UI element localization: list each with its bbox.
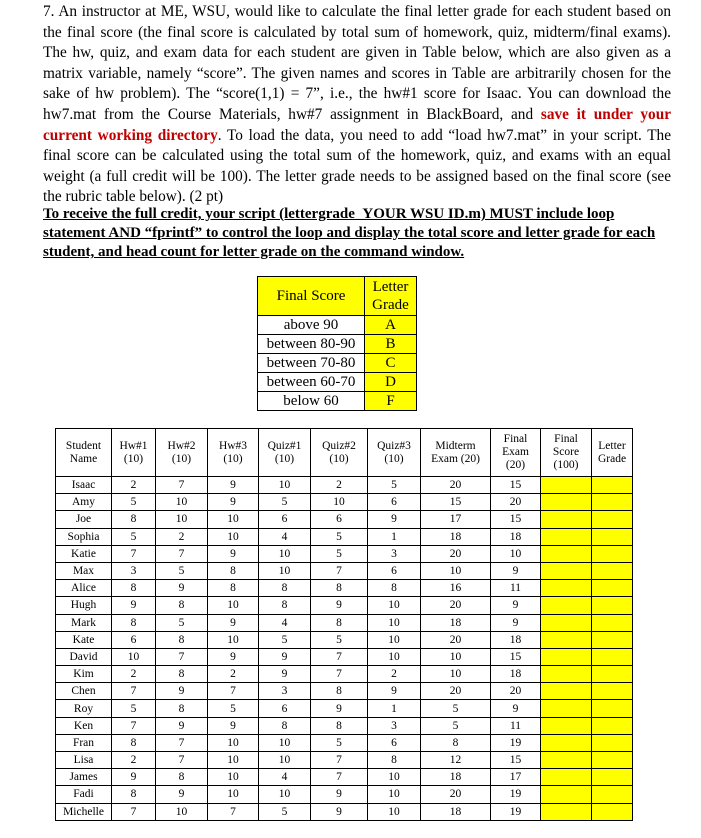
student-name-cell: Lisa — [56, 752, 112, 769]
student-row — [56, 769, 633, 786]
score-header-cell: Student Name — [56, 429, 112, 477]
final-score-input-cell — [541, 511, 592, 528]
final-score-input-cell — [541, 545, 592, 562]
student-name-cell: Katie — [56, 545, 112, 562]
score-cell: 10 — [311, 494, 368, 511]
grade-range-cell: between 60-70 — [258, 373, 365, 392]
student-name-cell: Michelle — [56, 803, 112, 820]
score-header-cell: Final Exam (20) — [491, 429, 541, 477]
score-header-cell: Final Score (100) — [541, 429, 592, 477]
score-cell: 10 — [208, 769, 259, 786]
score-cell: 9 — [368, 683, 421, 700]
score-cell: 1 — [368, 528, 421, 545]
student-row — [56, 528, 633, 545]
score-cell: 10 — [259, 734, 311, 751]
final-score-input-cell — [541, 614, 592, 631]
score-cell: 18 — [421, 614, 491, 631]
score-cell: 9 — [311, 803, 368, 820]
score-cell: 8 — [112, 511, 156, 528]
score-header-cell: Quiz#2 (10) — [311, 429, 368, 477]
score-cell: 8 — [259, 717, 311, 734]
letter-grade-input-cell — [592, 614, 633, 631]
final-score-input-cell — [541, 477, 592, 494]
score-cell: 8 — [421, 734, 491, 751]
student-row — [56, 562, 633, 579]
score-cell: 17 — [491, 769, 541, 786]
student-row — [56, 494, 633, 511]
student-name-cell: Isaac — [56, 477, 112, 494]
score-cell: 9 — [112, 769, 156, 786]
score-cell: 5 — [112, 494, 156, 511]
student-name-cell: Sophia — [56, 528, 112, 545]
grade-range-cell: between 80-90 — [258, 335, 365, 354]
student-name-cell: Kim — [56, 666, 112, 683]
score-cell: 2 — [368, 666, 421, 683]
score-cell: 11 — [491, 580, 541, 597]
score-cell: 4 — [259, 614, 311, 631]
score-cell: 4 — [259, 769, 311, 786]
score-cell: 5 — [311, 545, 368, 562]
student-name-cell: Roy — [56, 700, 112, 717]
score-cell: 6 — [112, 631, 156, 648]
score-cell: 10 — [208, 734, 259, 751]
student-row — [56, 666, 633, 683]
score-cell: 7 — [112, 717, 156, 734]
letter-grade-input-cell — [592, 717, 633, 734]
score-cell: 15 — [491, 648, 541, 665]
score-cell: 7 — [156, 648, 208, 665]
score-cell: 8 — [156, 631, 208, 648]
score-cell: 2 — [112, 752, 156, 769]
final-score-input-cell — [541, 803, 592, 820]
letter-grade-input-cell — [592, 803, 633, 820]
score-cell: 3 — [259, 683, 311, 700]
score-cell: 9 — [311, 597, 368, 614]
grade-row — [258, 316, 417, 335]
student-name-cell: David — [56, 648, 112, 665]
score-cell: 5 — [156, 562, 208, 579]
letter-grade-input-cell — [592, 700, 633, 717]
score-cell: 9 — [156, 786, 208, 803]
student-row — [56, 648, 633, 665]
score-cell: 9 — [208, 545, 259, 562]
grade-letter-cell: B — [365, 335, 417, 354]
student-row — [56, 752, 633, 769]
score-cell: 10 — [208, 752, 259, 769]
student-row — [56, 700, 633, 717]
score-cell: 10 — [112, 648, 156, 665]
letter-grade-input-cell — [592, 786, 633, 803]
student-row — [56, 477, 633, 494]
save-instruction: save it under your current working directory — [43, 105, 671, 144]
final-score-input-cell — [541, 580, 592, 597]
student-row — [56, 511, 633, 528]
student-row — [56, 683, 633, 700]
final-score-input-cell — [541, 528, 592, 545]
score-cell: 9 — [208, 648, 259, 665]
score-cell: 9 — [156, 717, 208, 734]
score-cell: 10 — [368, 786, 421, 803]
letter-grade-input-cell — [592, 545, 633, 562]
final-score-input-cell — [541, 700, 592, 717]
grade-letter-cell: F — [365, 392, 417, 411]
score-cell: 9 — [208, 494, 259, 511]
score-cell: 9 — [156, 683, 208, 700]
grade-letter-cell: A — [365, 316, 417, 335]
score-cell: 5 — [421, 717, 491, 734]
student-row — [56, 545, 633, 562]
final-score-input-cell — [541, 648, 592, 665]
header-letter-grade: Letter Grade — [365, 277, 417, 316]
letter-grade-input-cell — [592, 511, 633, 528]
score-cell: 5 — [112, 528, 156, 545]
student-name-cell: Mark — [56, 614, 112, 631]
score-cell: 9 — [491, 562, 541, 579]
score-cell: 9 — [156, 580, 208, 597]
student-name-cell: James — [56, 769, 112, 786]
score-cell: 9 — [491, 614, 541, 631]
score-cell: 9 — [311, 700, 368, 717]
score-cell: 7 — [311, 752, 368, 769]
score-cell: 5 — [259, 494, 311, 511]
score-cell: 20 — [421, 683, 491, 700]
score-cell: 8 — [112, 734, 156, 751]
student-name-cell: Hugh — [56, 597, 112, 614]
letter-grade-input-cell — [592, 528, 633, 545]
grade-row — [258, 373, 417, 392]
score-cell: 6 — [311, 511, 368, 528]
score-cell: 8 — [259, 580, 311, 597]
score-cell: 1 — [368, 700, 421, 717]
score-cell: 8 — [112, 786, 156, 803]
score-cell: 5 — [421, 700, 491, 717]
score-cell: 20 — [421, 786, 491, 803]
final-score-input-cell — [541, 769, 592, 786]
header-final-score: Final Score — [258, 277, 365, 316]
score-cell: 18 — [421, 528, 491, 545]
score-cell: 18 — [491, 631, 541, 648]
final-score-input-cell — [541, 562, 592, 579]
score-cell: 8 — [368, 580, 421, 597]
student-row — [56, 786, 633, 803]
grade-rubric-table — [257, 276, 417, 411]
final-score-input-cell — [541, 683, 592, 700]
final-score-input-cell — [541, 786, 592, 803]
letter-grade-input-cell — [592, 683, 633, 700]
score-cell: 2 — [208, 666, 259, 683]
final-score-input-cell — [541, 631, 592, 648]
score-cell: 9 — [311, 786, 368, 803]
score-cell: 9 — [491, 700, 541, 717]
score-cell: 10 — [368, 614, 421, 631]
student-row — [56, 803, 633, 820]
score-cell: 15 — [491, 511, 541, 528]
grade-range-cell: above 90 — [258, 316, 365, 335]
student-name-cell: Fadi — [56, 786, 112, 803]
score-cell: 9 — [112, 597, 156, 614]
score-cell: 6 — [259, 700, 311, 717]
student-row — [56, 614, 633, 631]
final-score-input-cell — [541, 752, 592, 769]
student-name-cell: Joe — [56, 511, 112, 528]
score-cell: 16 — [421, 580, 491, 597]
problem-statement — [43, 2, 671, 208]
score-header-cell: Midterm Exam (20) — [421, 429, 491, 477]
grade-range-cell: below 60 — [258, 392, 365, 411]
score-header-cell: Quiz#1 (10) — [259, 429, 311, 477]
score-cell: 6 — [368, 562, 421, 579]
score-cell: 18 — [421, 769, 491, 786]
score-cell: 20 — [421, 631, 491, 648]
grade-letter-cell: D — [365, 373, 417, 392]
student-row — [56, 717, 633, 734]
score-cell: 9 — [208, 614, 259, 631]
score-cell: 9 — [208, 477, 259, 494]
score-cell: 10 — [156, 494, 208, 511]
score-cell: 7 — [156, 477, 208, 494]
score-cell: 10 — [421, 666, 491, 683]
score-cell: 6 — [259, 511, 311, 528]
score-cell: 7 — [311, 648, 368, 665]
score-cell: 6 — [368, 494, 421, 511]
score-cell: 10 — [368, 631, 421, 648]
score-header-cell: Letter Grade — [592, 429, 633, 477]
score-cell: 9 — [259, 666, 311, 683]
score-cell: 8 — [259, 597, 311, 614]
score-cell: 8 — [112, 614, 156, 631]
letter-grade-input-cell — [592, 648, 633, 665]
score-cell: 3 — [368, 717, 421, 734]
score-cell: 5 — [156, 614, 208, 631]
score-header-cell: Quiz#3 (10) — [368, 429, 421, 477]
score-header-cell: Hw#3 (10) — [208, 429, 259, 477]
score-cell: 10 — [208, 597, 259, 614]
student-name-cell: Alice — [56, 580, 112, 597]
student-name-cell: Amy — [56, 494, 112, 511]
letter-grade-input-cell — [592, 752, 633, 769]
grade-row — [258, 335, 417, 354]
score-cell: 7 — [208, 683, 259, 700]
score-cell: 5 — [311, 528, 368, 545]
score-cell: 10 — [208, 511, 259, 528]
score-cell: 7 — [156, 734, 208, 751]
score-cell: 5 — [311, 631, 368, 648]
score-cell: 9 — [368, 511, 421, 528]
score-cell: 10 — [259, 545, 311, 562]
score-cell: 20 — [421, 597, 491, 614]
student-row — [56, 580, 633, 597]
student-name-cell: Fran — [56, 734, 112, 751]
score-cell: 10 — [208, 631, 259, 648]
score-cell: 8 — [156, 597, 208, 614]
score-cell: 8 — [112, 580, 156, 597]
final-score-input-cell — [541, 666, 592, 683]
letter-grade-input-cell — [592, 580, 633, 597]
score-cell: 18 — [421, 803, 491, 820]
student-row — [56, 734, 633, 751]
score-cell: 2 — [112, 477, 156, 494]
score-cell: 9 — [208, 717, 259, 734]
score-cell: 17 — [421, 511, 491, 528]
score-cell: 20 — [421, 545, 491, 562]
letter-grade-input-cell — [592, 597, 633, 614]
score-cell: 10 — [156, 803, 208, 820]
score-cell: 5 — [112, 700, 156, 717]
student-name-cell: Chen — [56, 683, 112, 700]
score-cell: 5 — [368, 477, 421, 494]
score-cell: 8 — [368, 752, 421, 769]
score-cell: 10 — [208, 786, 259, 803]
letter-grade-input-cell — [592, 769, 633, 786]
score-cell: 8 — [311, 614, 368, 631]
student-score-table — [55, 428, 633, 821]
score-cell: 10 — [368, 803, 421, 820]
score-cell: 10 — [156, 511, 208, 528]
score-cell: 18 — [491, 666, 541, 683]
score-cell: 3 — [112, 562, 156, 579]
letter-grade-input-cell — [592, 562, 633, 579]
final-score-input-cell — [541, 494, 592, 511]
score-cell: 4 — [259, 528, 311, 545]
grade-letter-cell: C — [365, 354, 417, 373]
score-cell: 8 — [311, 683, 368, 700]
score-cell: 3 — [368, 545, 421, 562]
problem-text-1: 7. An instructor at ME, WSU, would like to calculate the final letter grade for each student based on the final score (the final score is calculated by total sum of homework, quiz, midterm/final exams). The hw, quiz, and exam data for each student are given in Table below, which are also given as a matrix variable, namely “score”. The given names and scores in Table are arbitrarily chosen for the sake of hw problem). The “score(1,1) = 7”, i.e., the hw#1 score for Isaac. You can download the hw7.mat from the Course Materials, hw#7 assignment in BlackBoard, and — [43, 3, 671, 123]
letter-grade-input-cell — [592, 494, 633, 511]
score-cell: 20 — [421, 477, 491, 494]
score-cell: 2 — [311, 477, 368, 494]
score-cell: 7 — [311, 769, 368, 786]
score-cell: 5 — [259, 631, 311, 648]
letter-grade-input-cell — [592, 477, 633, 494]
score-cell: 8 — [311, 580, 368, 597]
letter-grade-input-cell — [592, 666, 633, 683]
score-cell: 10 — [208, 528, 259, 545]
score-cell: 10 — [259, 477, 311, 494]
score-cell: 10 — [421, 562, 491, 579]
score-cell: 10 — [259, 562, 311, 579]
student-name-cell: Max — [56, 562, 112, 579]
score-cell: 7 — [311, 562, 368, 579]
score-cell: 10 — [368, 648, 421, 665]
score-cell: 8 — [208, 562, 259, 579]
final-score-input-cell — [541, 717, 592, 734]
score-cell: 7 — [156, 545, 208, 562]
student-row — [56, 597, 633, 614]
final-score-input-cell — [541, 734, 592, 751]
score-cell: 7 — [112, 803, 156, 820]
score-cell: 5 — [259, 803, 311, 820]
score-cell: 18 — [491, 528, 541, 545]
score-cell: 7 — [112, 545, 156, 562]
score-cell: 2 — [112, 666, 156, 683]
score-cell: 10 — [259, 786, 311, 803]
score-cell: 15 — [421, 494, 491, 511]
score-cell: 19 — [491, 786, 541, 803]
score-cell: 9 — [491, 597, 541, 614]
score-cell: 7 — [208, 803, 259, 820]
final-score-input-cell — [541, 597, 592, 614]
score-header-cell: Hw#1 (10) — [112, 429, 156, 477]
student-row — [56, 631, 633, 648]
grade-row — [258, 392, 417, 411]
score-cell: 10 — [491, 545, 541, 562]
score-cell: 15 — [491, 752, 541, 769]
score-cell: 20 — [491, 683, 541, 700]
score-cell: 10 — [259, 752, 311, 769]
student-name-cell: Kate — [56, 631, 112, 648]
score-cell: 8 — [311, 717, 368, 734]
score-cell: 5 — [208, 700, 259, 717]
score-header-cell: Hw#2 (10) — [156, 429, 208, 477]
requirement-note: To receive the full credit, your script (lettergrade_YOUR WSU ID.m) MUST include loop statement AND “fprintf” to control the loop and display the total score and letter grade for each student, and head count for letter grade on the command window. — [43, 206, 656, 260]
score-cell: 20 — [491, 494, 541, 511]
student-name-cell: Ken — [56, 717, 112, 734]
score-cell: 8 — [156, 666, 208, 683]
score-cell: 19 — [491, 803, 541, 820]
score-cell: 7 — [311, 666, 368, 683]
score-cell: 7 — [156, 752, 208, 769]
score-cell: 8 — [208, 580, 259, 597]
score-cell: 12 — [421, 752, 491, 769]
score-cell: 9 — [259, 648, 311, 665]
problem-text-2: . To load the data, you need to add “load hw7.mat” in your script. The final score can be calculated using the total sum of the homework, quiz, and exams with an equal weight (a full credit will be 100). The letter grade needs to be assigned based on the final score (see the rubric table below). (2 pt) — [43, 126, 671, 206]
letter-grade-input-cell — [592, 734, 633, 751]
score-cell: 8 — [156, 700, 208, 717]
score-cell: 11 — [491, 717, 541, 734]
score-cell: 10 — [368, 597, 421, 614]
score-cell: 10 — [421, 648, 491, 665]
score-cell: 5 — [311, 734, 368, 751]
score-cell: 7 — [112, 683, 156, 700]
letter-grade-input-cell — [592, 631, 633, 648]
score-cell: 8 — [156, 769, 208, 786]
grade-range-cell: between 70-80 — [258, 354, 365, 373]
score-cell: 15 — [491, 477, 541, 494]
score-cell: 10 — [368, 769, 421, 786]
grade-row — [258, 354, 417, 373]
score-cell: 2 — [156, 528, 208, 545]
score-cell: 6 — [368, 734, 421, 751]
score-cell: 19 — [491, 734, 541, 751]
